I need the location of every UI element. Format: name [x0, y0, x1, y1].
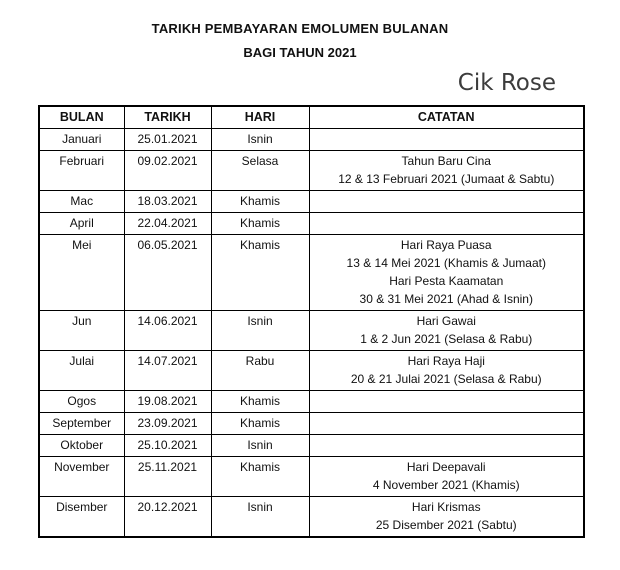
cell-bulan: Februari [39, 151, 124, 191]
cell-tarikh: 25.01.2021 [124, 129, 211, 151]
cell-catatan [309, 351, 584, 391]
catatan-line: Hari Krismas [411, 500, 481, 514]
cell-hari: Khamis [211, 235, 309, 311]
cell-hari: Isnin [211, 311, 309, 351]
cell-bulan: Jun [39, 311, 124, 351]
cell-bulan: Mac [39, 191, 124, 213]
cell-bulan: November [39, 457, 124, 497]
cell-bulan: April [39, 213, 124, 235]
cell-tarikh: 22.04.2021 [124, 213, 211, 235]
column-header-bulan: BULAN [39, 106, 124, 129]
cell-hari: Khamis [211, 213, 309, 235]
cell-hari: Rabu [211, 351, 309, 391]
table-row [39, 191, 584, 213]
cell-tarikh: 09.02.2021 [124, 151, 211, 191]
table-row [39, 391, 584, 413]
cell-hari: Khamis [211, 191, 309, 213]
cell-catatan [309, 497, 584, 538]
catatan-line: Hari Gawai [416, 314, 476, 328]
cell-catatan [309, 457, 584, 497]
cell-hari: Selasa [211, 151, 309, 191]
table-row [39, 413, 584, 435]
cell-catatan [309, 435, 584, 457]
table-row [39, 151, 584, 191]
catatan-line: Hari Raya Haji [407, 354, 485, 368]
cell-catatan [309, 311, 584, 351]
cell-catatan [309, 413, 584, 435]
cell-tarikh: 06.05.2021 [124, 235, 211, 311]
cell-bulan: Oktober [39, 435, 124, 457]
catatan-line: Hari Raya Puasa [400, 238, 492, 252]
table-row [39, 497, 584, 538]
handwritten-annotation: Cik Rose [457, 70, 556, 96]
catatan-line: Hari Deepavali [406, 460, 486, 474]
cell-hari: Khamis [211, 413, 309, 435]
cell-bulan: Julai [39, 351, 124, 391]
cell-tarikh: 25.11.2021 [124, 457, 211, 497]
table-row [39, 235, 584, 311]
cell-hari: Isnin [211, 435, 309, 457]
catatan-line: 25 Disember 2021 (Sabtu) [375, 518, 517, 532]
cell-bulan: Mei [39, 235, 124, 311]
cell-catatan [309, 235, 584, 311]
table-row [39, 311, 584, 351]
cell-tarikh: 18.03.2021 [124, 191, 211, 213]
table-row [39, 351, 584, 391]
cell-hari: Isnin [211, 497, 309, 538]
payment-table-body [39, 129, 584, 538]
payment-table-header-row [39, 106, 584, 129]
cell-catatan [309, 191, 584, 213]
catatan-line: 13 & 14 Mei 2021 (Khamis & Jumaat) [346, 256, 546, 270]
catatan-line: Tahun Baru Cina [401, 154, 491, 168]
cell-hari: Isnin [211, 129, 309, 151]
cell-catatan [309, 129, 584, 151]
cell-tarikh: 20.12.2021 [124, 497, 211, 538]
cell-tarikh: 14.06.2021 [124, 311, 211, 351]
cell-tarikh: 25.10.2021 [124, 435, 211, 457]
payment-schedule-table [38, 105, 585, 538]
table-row [39, 435, 584, 457]
cell-tarikh: 19.08.2021 [124, 391, 211, 413]
cell-bulan: Disember [39, 497, 124, 538]
column-header-tarikh: TARIKH [124, 106, 211, 129]
column-header-catatan: CATATAN [309, 106, 584, 129]
document-title: TARIKH PEMBAYARAN EMOLUMEN BULANAN [151, 21, 449, 36]
cell-catatan [309, 213, 584, 235]
cell-hari: Khamis [211, 457, 309, 497]
cell-tarikh: 14.07.2021 [124, 351, 211, 391]
catatan-line: 30 & 31 Mei 2021 (Ahad & Isnin) [359, 292, 533, 306]
document-subtitle: BAGI TAHUN 2021 [243, 45, 357, 60]
column-header-hari: HARI [211, 106, 309, 129]
catatan-line: Hari Pesta Kaamatan [389, 274, 504, 288]
table-row [39, 213, 584, 235]
table-row [39, 457, 584, 497]
catatan-line: 1 & 2 Jun 2021 (Selasa & Rabu) [360, 332, 533, 346]
catatan-line: 4 November 2021 (Khamis) [372, 478, 520, 492]
cell-bulan: Januari [39, 129, 124, 151]
cell-catatan [309, 151, 584, 191]
catatan-line: 20 & 21 Julai 2021 (Selasa & Rabu) [350, 372, 542, 386]
cell-tarikh: 23.09.2021 [124, 413, 211, 435]
catatan-line: 12 & 13 Februari 2021 (Jumaat & Sabtu) [338, 172, 555, 186]
cell-catatan [309, 391, 584, 413]
cell-hari: Khamis [211, 391, 309, 413]
cell-bulan: September [39, 413, 124, 435]
table-row [39, 129, 584, 151]
cell-bulan: Ogos [39, 391, 124, 413]
